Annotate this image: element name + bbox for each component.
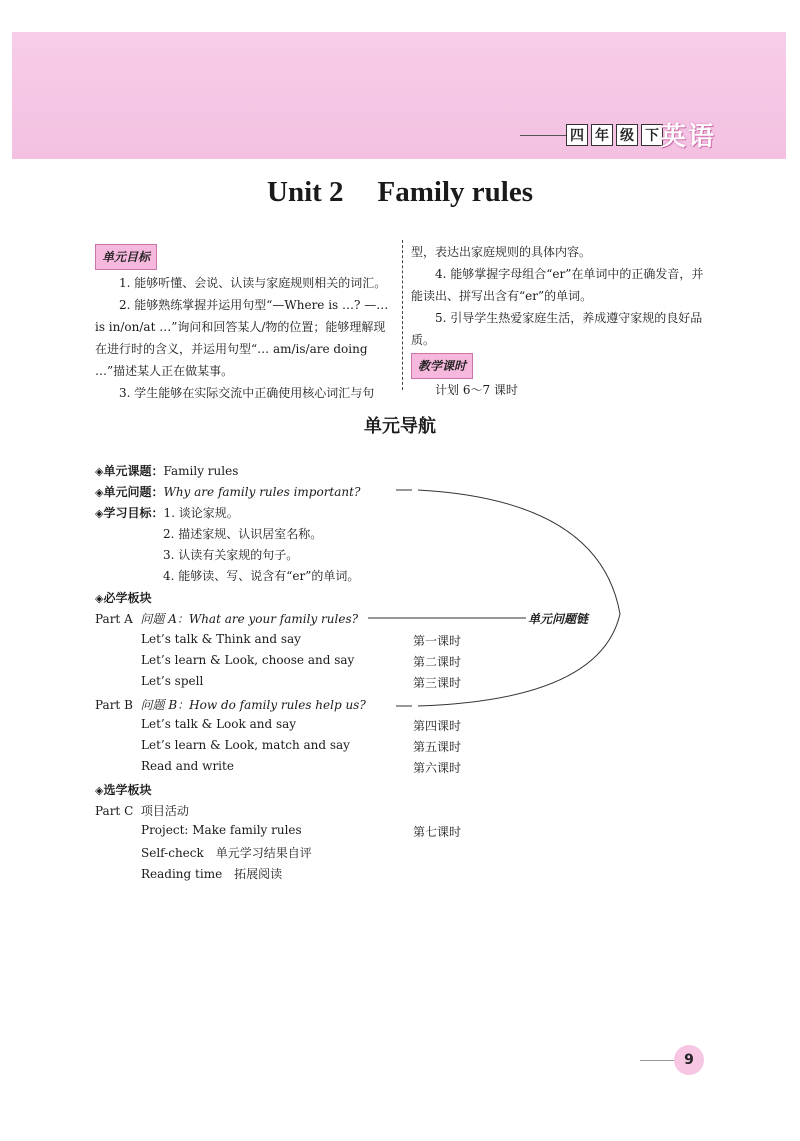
lesson-label: 第四课时 (413, 719, 462, 733)
diamond-icon: ◈ (95, 486, 104, 499)
activity-item: Read and write (141, 759, 234, 773)
schedule-tag: 教学课时 (411, 353, 473, 379)
part-c-row: Part C 项目活动 (95, 804, 189, 818)
grade-char: 四 (566, 124, 588, 146)
objective-item: 型，表达出家庭规则的具体内容。 (411, 245, 592, 259)
lesson-label: 第一课时 (413, 634, 462, 648)
diamond-icon: ◈ (95, 592, 104, 605)
objective-item: 2. 能够熟练掌握并运用句型“—Where is …? —… is in/on/at …”询问和回答某人/物的位置；能够理解现在进行时的含义，并运用句型“… am/is/are doing …”描述某人正在做某事。 (95, 298, 389, 378)
lesson-label: 第六课时 (413, 761, 462, 775)
objective-item: 3. 学生能够在实际交流中正确使用核心词汇与句 (119, 386, 375, 400)
grade-char: 级 (616, 124, 638, 146)
goal-item: 3. 认读有关家规的句子。 (163, 548, 299, 562)
lesson-label: 第五课时 (413, 740, 462, 754)
lesson-label: 第三课时 (413, 676, 462, 690)
activity-item: Let’s spell (141, 674, 204, 688)
activity-item: Let’s learn & Look, choose and say (141, 653, 355, 667)
activity-item: Project: Make family rules (141, 823, 302, 837)
grade-char: 下 (641, 124, 663, 146)
part-a-row: Part A 问题 A：What are your family rules? (95, 612, 359, 626)
unit-number: Unit 2 (267, 176, 344, 208)
goal-item: 2. 描述家规、认识居室名称。 (163, 527, 323, 541)
part-b-row: Part B 问题 B：How do family rules help us? (95, 698, 366, 712)
schedule-text: 计划 6～7 课时 (435, 383, 518, 397)
activity-item: Reading time 拓展阅读 (141, 867, 283, 881)
grade-char: 年 (591, 124, 613, 146)
page-number: 9 (674, 1045, 704, 1075)
diamond-icon: ◈ (95, 784, 104, 797)
objective-item: 1. 能够听懂、会说、认读与家庭规则相关的词汇。 (119, 276, 387, 290)
unit-navigation-title: 单元导航 (364, 416, 436, 437)
activity-item: Self-check 单元学习结果自评 (141, 846, 312, 860)
objectives-tag: 单元目标 (95, 244, 157, 270)
required-section-label: ◈必学板块 (95, 591, 152, 605)
unit-name: Family rules (377, 176, 533, 208)
goals-row: ◈学习目标：1. 谈论家规。 (95, 506, 239, 520)
objective-item: 4. 能够掌握字母组合“er”在单词中的正确发音，并能读出、拼写出含有“er”的单词。 (411, 267, 704, 303)
lesson-label: 第七课时 (413, 825, 462, 839)
topic-row: ◈单元课题：Family rules (95, 464, 239, 478)
question-row: ◈单元问题：Why are family rules important? (95, 485, 361, 499)
question-chain-label: 单元问题链 (528, 612, 589, 626)
activity-item: Let’s learn & Look, match and say (141, 738, 350, 752)
optional-section-label: ◈选学板块 (95, 783, 152, 797)
diamond-icon: ◈ (95, 507, 104, 520)
diamond-icon: ◈ (95, 465, 104, 478)
activity-item: Let’s talk & Think and say (141, 632, 301, 646)
subject-logo: 英语 (660, 122, 717, 152)
objective-item: 5. 引导学生热爱家庭生活，养成遵守家规的良好品质。 (411, 311, 703, 347)
page-number-rule (640, 1060, 678, 1061)
lesson-label: 第二课时 (413, 655, 462, 669)
goal-item: 4. 能够读、写、说含有“er”的单词。 (163, 569, 360, 583)
activity-item: Let’s talk & Look and say (141, 717, 297, 731)
